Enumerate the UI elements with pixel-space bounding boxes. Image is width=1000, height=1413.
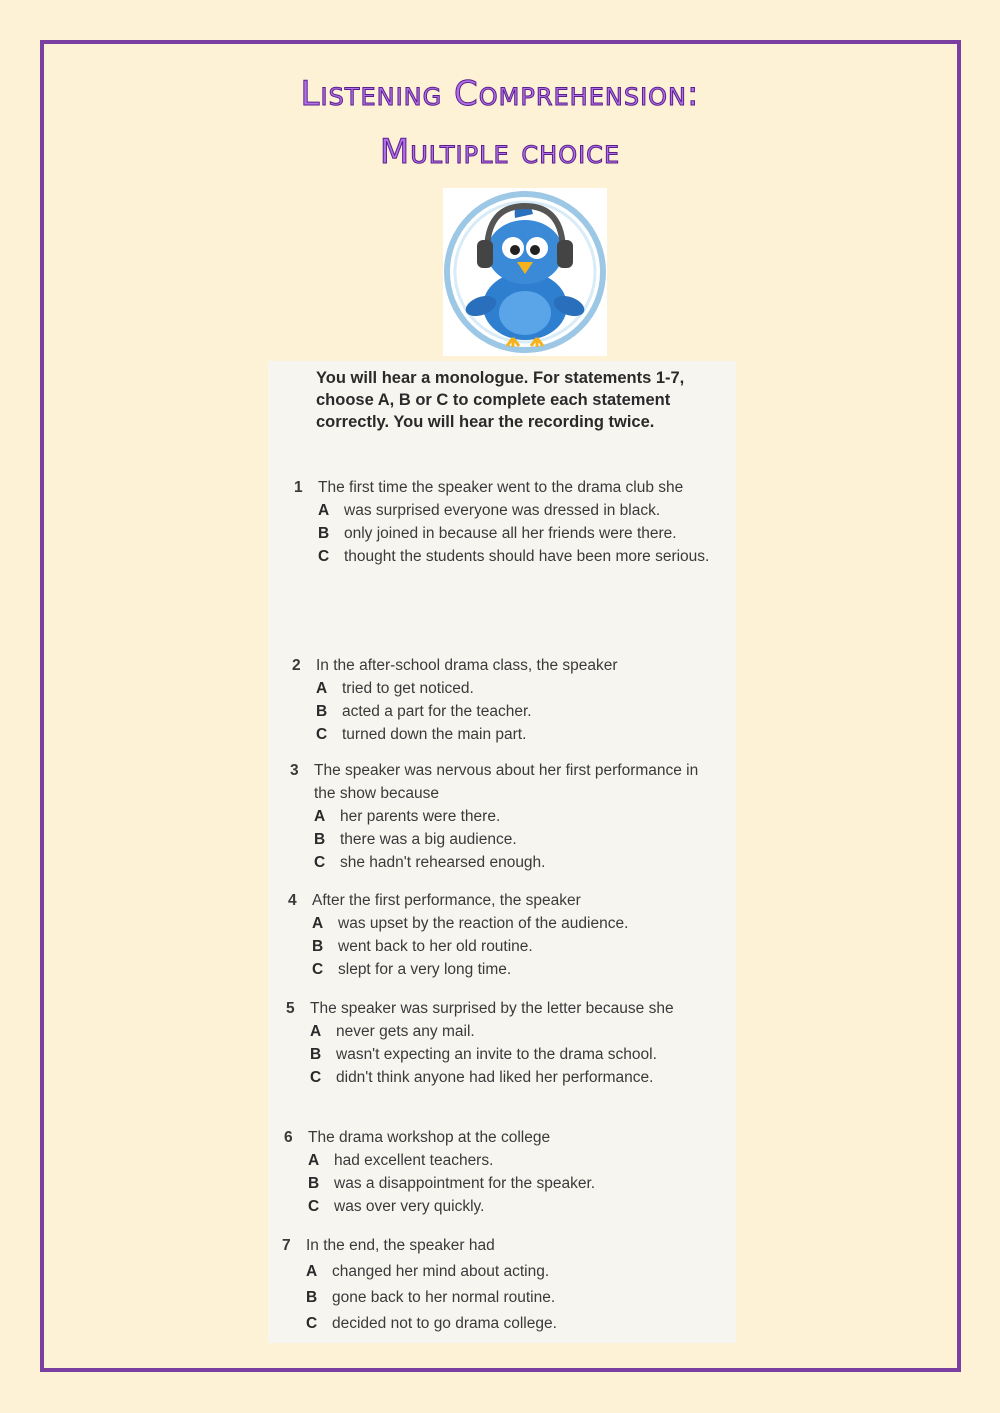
option-b: B gone back to her normal routine. — [306, 1289, 556, 1306]
question-stem: The speaker was surprised by the letter because she — [310, 1000, 674, 1017]
question-number: 3 — [290, 762, 299, 779]
question-stem: The speaker was nervous about her first performance in the show because — [314, 762, 699, 802]
option-c: C turned down the main part. — [316, 726, 527, 743]
option-a: A changed her mind about acting. — [306, 1263, 550, 1280]
question-6 — [284, 1126, 716, 1218]
question-7 — [282, 1233, 716, 1337]
question-stem: The first time the speaker went to the drama club she — [318, 479, 684, 496]
option-a: A never gets any mail. — [310, 1023, 475, 1040]
option-c: C slept for a very long time. — [312, 961, 512, 978]
question-5 — [286, 997, 716, 1089]
question-1 — [294, 476, 718, 568]
option-a: A had excellent teachers. — [308, 1152, 494, 1169]
page-subtitle: Multiple choice — [379, 132, 621, 172]
option-b: B acted a part for the teacher. — [316, 703, 532, 720]
exercise-sheet — [268, 361, 736, 1343]
option-c: C she hadn't rehearsed enough. — [314, 854, 546, 871]
option-a: A her parents were there. — [314, 808, 501, 825]
question-number: 4 — [288, 892, 297, 909]
question-stem: In the after-school drama class, the speaker — [316, 657, 618, 674]
option-b: B was a disappointment for the speaker. — [308, 1175, 596, 1192]
option-b: B wasn't expecting an invite to the drama school. — [310, 1046, 657, 1063]
question-3 — [290, 759, 716, 874]
option-c: C decided not to go drama college. — [306, 1315, 557, 1332]
question-stem: After the first performance, the speaker — [312, 892, 581, 909]
question-number: 2 — [292, 657, 301, 674]
option-c: C was over very quickly. — [308, 1198, 485, 1215]
question-number: 1 — [294, 479, 303, 496]
bird-with-headphones-icon — [443, 188, 607, 356]
option-a: A tried to get noticed. — [316, 680, 474, 697]
question-stem: In the end, the speaker had — [306, 1237, 495, 1254]
option-a: A was upset by the reaction of the audience. — [312, 915, 629, 932]
question-number: 6 — [284, 1129, 293, 1146]
option-b: B only joined in because all her friends were there. — [318, 525, 677, 542]
option-a: A was surprised everyone was dressed in black. — [318, 502, 661, 519]
question-number: 7 — [282, 1237, 291, 1254]
question-stem: The drama workshop at the college — [308, 1129, 551, 1146]
question-2 — [292, 654, 716, 746]
instructions: You will hear a monologue. For statements 1-7, choose A, B or C to complete each statement correctly. You will hear the recording twice. — [316, 369, 685, 431]
page-title: Listening Comprehension: — [300, 74, 700, 114]
question-number: 5 — [286, 1000, 295, 1017]
option-b: B went back to her old routine. — [312, 938, 533, 955]
question-4 — [288, 889, 716, 981]
option-b: B there was a big audience. — [314, 831, 517, 848]
option-c: C didn't think anyone had liked her performance. — [310, 1069, 654, 1086]
option-c: C thought the students should have been more serious. — [318, 548, 710, 565]
